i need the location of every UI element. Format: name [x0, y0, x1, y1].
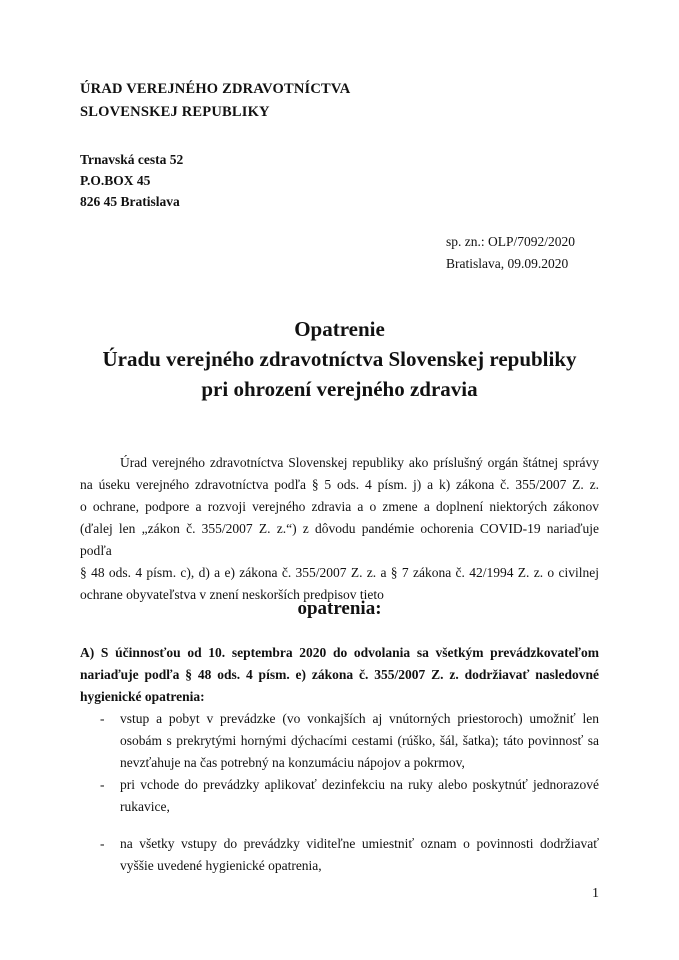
document-title: Opatrenie	[294, 317, 385, 341]
section-a-line: hygienické opatrenia:	[80, 689, 205, 704]
list-item-line: vstup a pobyt v prevádzke (vo vonkajších aj vnútorných priestoroch) umožniť len	[120, 711, 599, 726]
section-a-intro	[80, 642, 599, 708]
address-city: 826 45 Bratislava	[80, 194, 180, 209]
list-item-text	[120, 774, 599, 818]
intro-line: ochrane obyvateľstva v znení neskorších predpisov tieto	[80, 587, 384, 602]
list-item-line: vyššie uvedené hygienické opatrenia,	[120, 858, 322, 873]
document-subtitle-line1: Úradu verejného zdravotníctva Slovenskej republiky	[102, 347, 577, 371]
intro-line: § 48 ods. 4 písm. c), d) a e) zákona č. 355/2007 Z. z. a § 7 zákona č. 42/1994 Z. z. o civilnej	[80, 565, 599, 580]
list-dash: -	[100, 711, 105, 726]
list-item-text	[120, 833, 599, 877]
list-dash: -	[100, 836, 105, 851]
address-street: Trnavská cesta 52	[80, 152, 184, 167]
list-item	[80, 833, 599, 877]
intro-line: Úrad verejného zdravotníctva Slovenskej republiky ako príslušný orgán štátnej správy	[120, 455, 599, 470]
page-number: 1	[592, 886, 599, 901]
intro-line: (ďalej len „zákon č. 355/2007 Z. z.“) z dôvodu pandémie ochorenia COVID-19 nariaďuje podľa	[80, 521, 599, 558]
case-number: sp. zn.: OLP/7092/2020	[446, 234, 576, 249]
section-heading: opatrenia:	[297, 598, 382, 619]
section-a-line: A) S účinnosťou od 10. septembra 2020 do odvolania sa všetkým prevádzkovateľom	[80, 645, 599, 660]
list-item-line: na všetky vstupy do prevádzky viditeľne umiestniť oznam o povinnosti dodržiavať	[120, 836, 599, 851]
list-dash: -	[100, 777, 105, 792]
authority-name-line2: SLOVENSKEJ REPUBLIKY	[80, 104, 270, 120]
list-item-line: pri vchode do prevádzky aplikovať dezinfekciu na ruky alebo poskytnúť jednorazové	[120, 777, 599, 792]
intro-line: na úseku verejného zdravotníctva podľa § 5 ods. 4 písm. j) a k) zákona č. 355/2007 Z. z.	[80, 477, 599, 492]
place-date: Bratislava, 09.09.2020	[446, 256, 569, 271]
intro-paragraph	[80, 452, 599, 606]
authority-name-line1: ÚRAD VEREJNÉHO ZDRAVOTNÍCTVA	[80, 81, 351, 97]
list-item-text	[120, 708, 599, 774]
list-item	[80, 708, 599, 774]
address-pobox: P.O.BOX 45	[80, 173, 151, 188]
list-item-line: nevzťahuje na čas potrebný na konzumáciu nápojov a pokrmov,	[120, 755, 465, 770]
list-item	[80, 774, 599, 818]
intro-line: o ochrane, podpore a rozvoji verejného zdravia a o zmene a doplnení niektorých zákonov	[80, 499, 599, 514]
section-a-line: nariaďuje podľa § 48 ods. 4 písm. e) zákona č. 355/2007 Z. z. dodržiavať nasledovné	[80, 667, 599, 682]
list-item-line: osobám s prekrytými hornými dýchacími cestami (rúško, šál, šatka); táto povinnosť sa	[120, 733, 599, 748]
list-item-line: rukavice,	[120, 799, 170, 814]
document-subtitle-line2: pri ohrození verejného zdravia	[201, 377, 478, 401]
